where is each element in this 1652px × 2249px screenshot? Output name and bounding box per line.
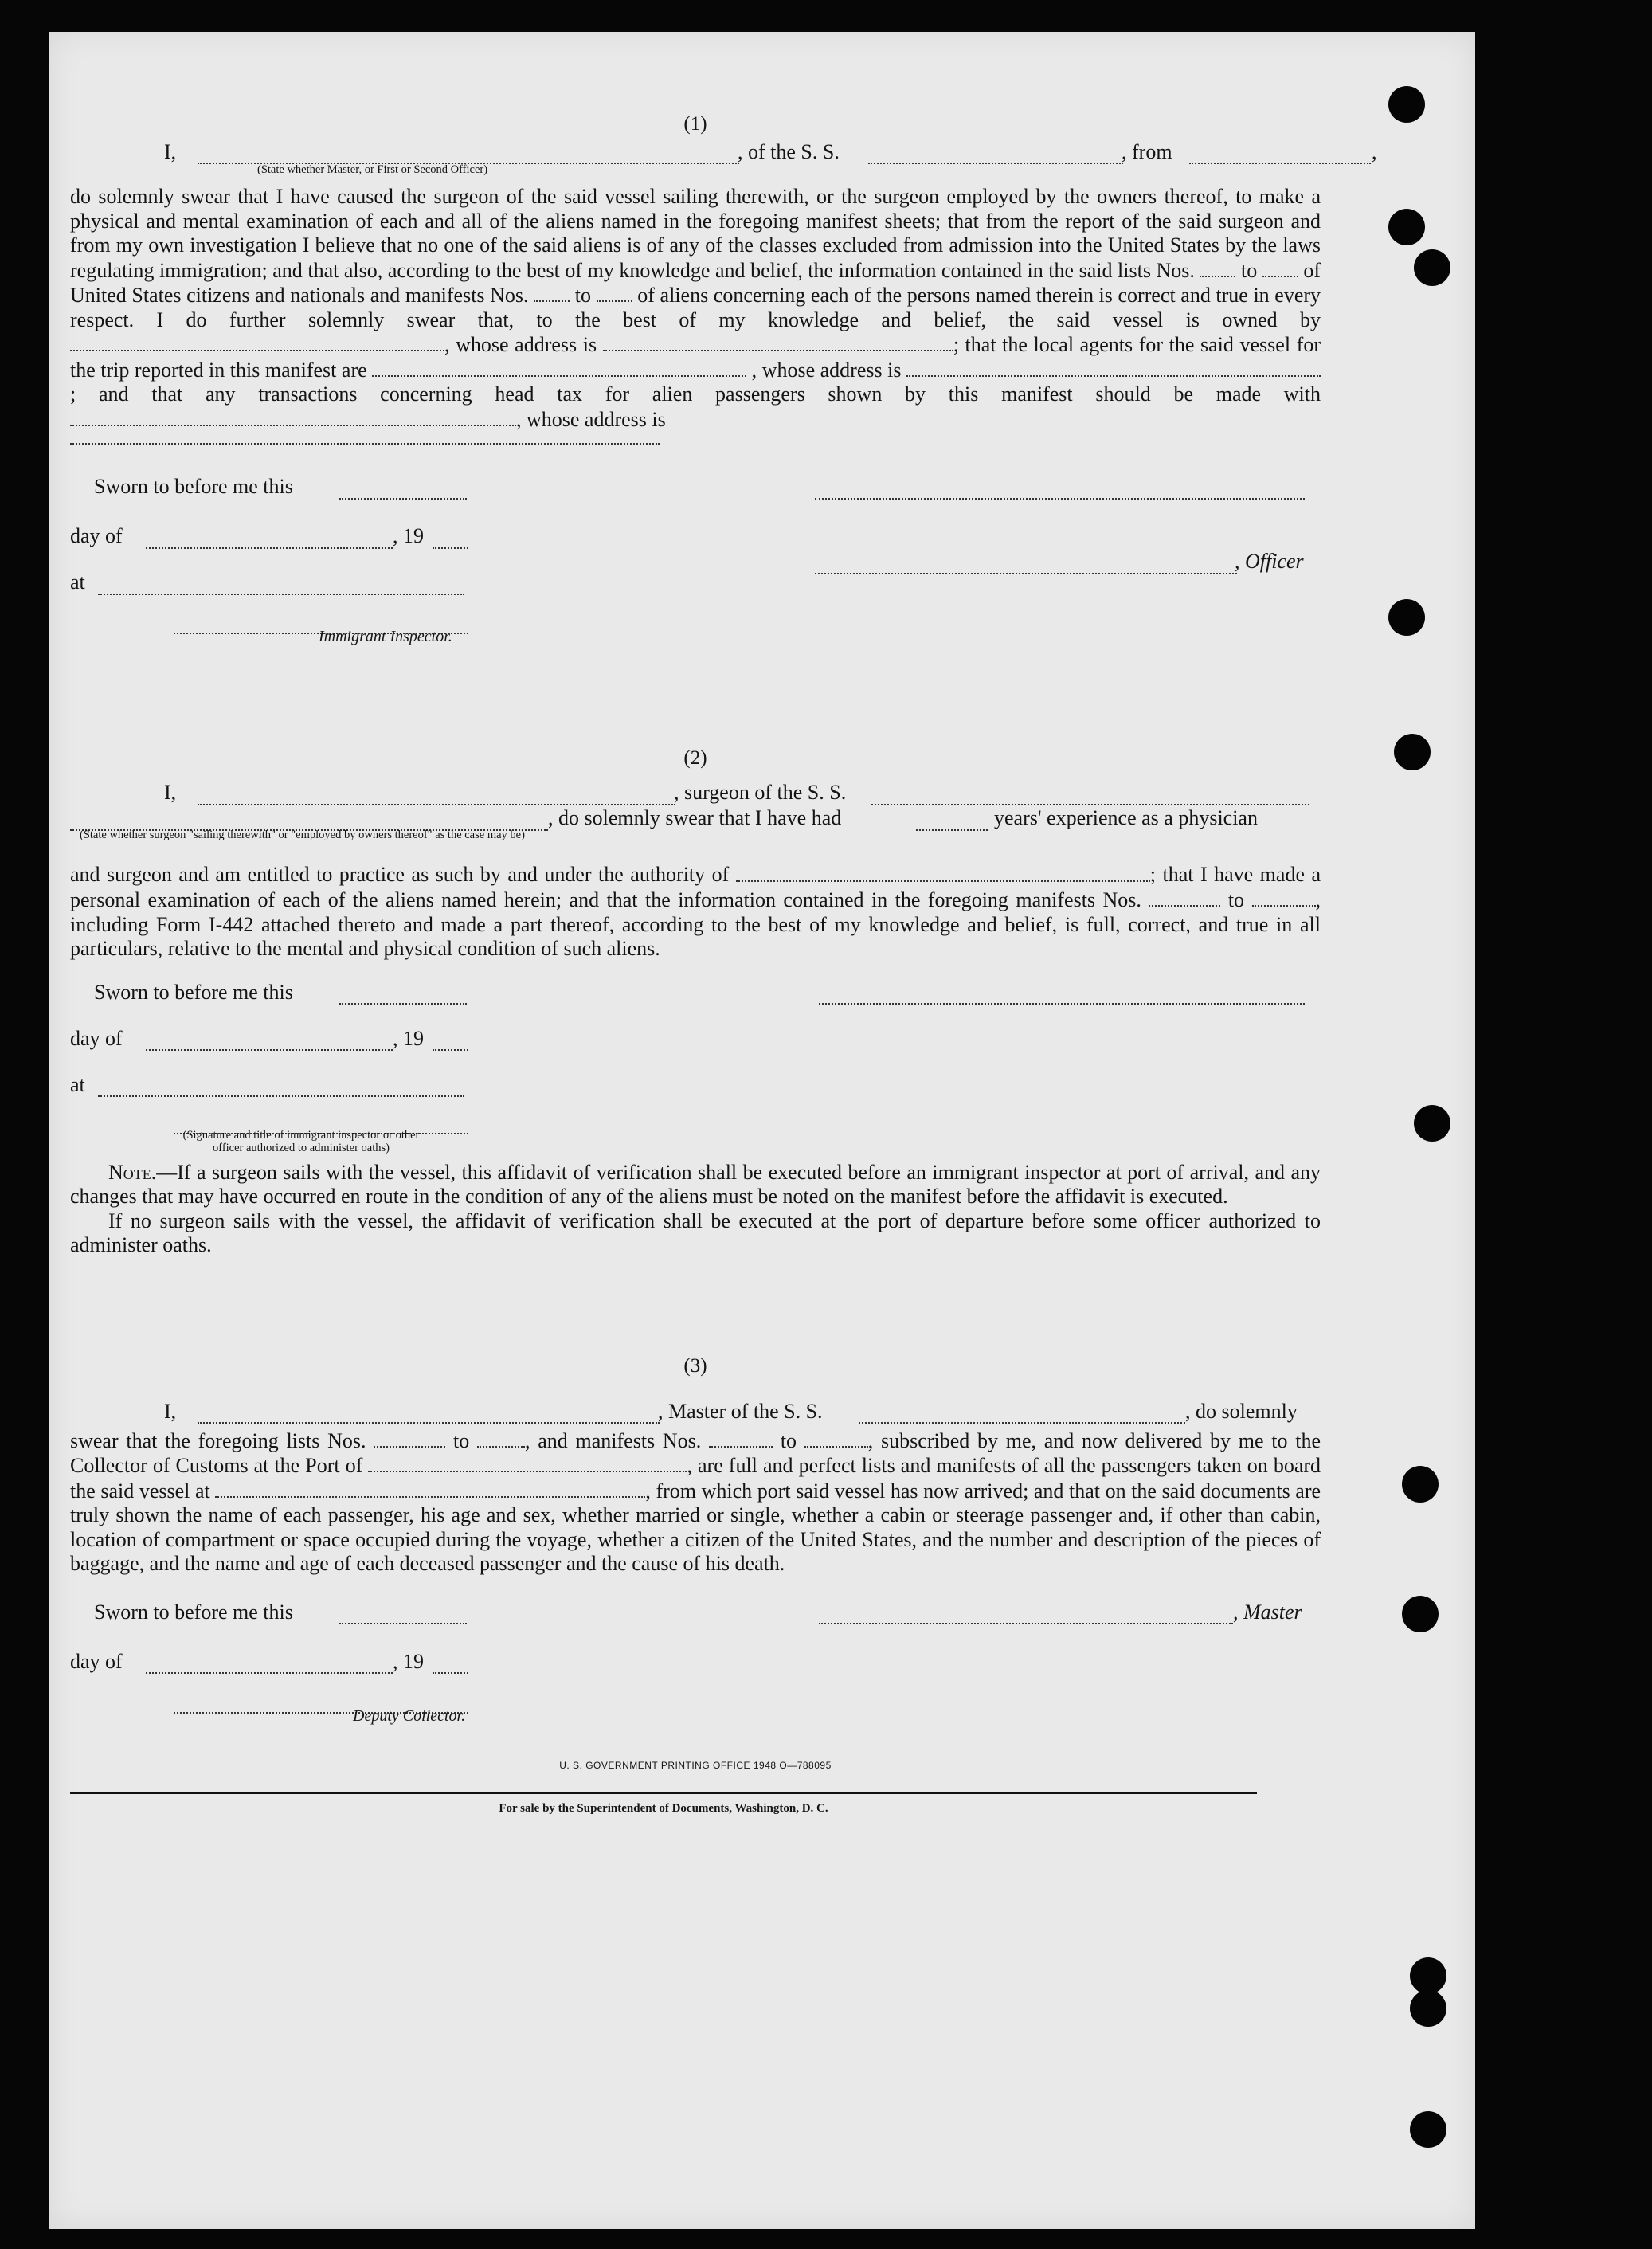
section-2-body: and surgeon and am entitled to practice as such by and under the authority of ; that I have made a personal examination of each of the aliens named herein; and that the information contained in the foregoing manifests Nos. to , including Form I-442 attached thereto and made a part thereof, according to the best of my knowledge and belief, is full, correct, and true in all particulars, relative to the mental and physical condition of such aliens. <box>70 863 1321 961</box>
sworn-label: Sworn to before me this <box>94 1600 293 1624</box>
caption-surgeon: (State whether surgeon "sailing therewith" or "employed by owners thereof" as the case may be) <box>80 829 525 842</box>
signature-field[interactable] <box>819 985 1305 1005</box>
section-1-header-line <box>70 135 1377 183</box>
sworn-label: Sworn to before me this <box>94 980 293 1004</box>
footer-rule <box>70 1792 1257 1794</box>
punch-hole <box>1388 86 1425 123</box>
sworn-date-field[interactable] <box>339 480 467 499</box>
section-2-signatures <box>70 962 1321 1161</box>
punch-hole <box>1414 249 1450 286</box>
section-2-note-2: If no surgeon sails with the vessel, the affidavit of verification shall be executed at the port of departure before some officer authorized to administer oaths. <box>70 1209 1321 1257</box>
comma: , <box>1372 140 1377 163</box>
gpo-imprint: U. S. GOVERNMENT PRINTING OFFICE 1948 O—788095 <box>559 1759 832 1771</box>
year-label: , 19 <box>393 1649 424 1673</box>
section-3-signatures <box>70 1577 1321 1725</box>
year-label: , 19 <box>393 524 424 548</box>
officer-field[interactable] <box>815 554 1237 574</box>
do-solemnly-label: , do solemnly <box>1185 1399 1298 1423</box>
punch-hole <box>1414 1105 1450 1142</box>
swear-had-label: , do solemnly swear that I have had <box>548 806 842 830</box>
caption-signature: (Signature and title of immigrant inspector or other officer authorized to administer oaths) <box>182 1128 420 1154</box>
section-2-header <box>70 770 1321 841</box>
section-1-body: do solemnly swear that I have caused the surgeon of the said vessel sailing therewith, or the surgeon employed by the owners thereof, to make a physical and mental examination of each and all of the aliens named in the foregoing manifest sheets; that from the report of the said surgeon and from my own investigation I believe that no one of the said aliens is of any of the classes excluded from admission into the United States by the laws regulating immigration; and that also, according to the best of my knowledge and belief, the information contained in the said lists Nos. to of United States citizens and nationals and manifests Nos. to of aliens concerning each of the persons named therein is correct and true in every respect. I do further solemnly swear that, to the best of my knowledge and belief, the said vessel is owned by , whose address is ; that the local agents for the said vessel for the trip reported in this manifest are , whose address is ; and that any transactions concerning head tax for alien passengers shown by this manifest should be made with , whose address is <box>70 185 1321 431</box>
officer-label: , Officer <box>1235 550 1304 574</box>
day-field[interactable] <box>146 529 393 548</box>
day-of-label: day of <box>70 1026 123 1050</box>
year-field[interactable] <box>433 1032 468 1051</box>
signature-field[interactable] <box>815 480 1305 499</box>
section-2-note: Note.—If a surgeon sails with the vessel, this affidavit of verification shall be executed before an immigrant inspector at port of arrival, and any changes that may have occurred en route in the condition of any of the aliens must be noted on the manifest before the affidavit is executed. <box>70 1160 1321 1209</box>
surgeon-of-label: , surgeon of the S. S. <box>674 781 847 805</box>
master-label: , Master <box>1233 1600 1302 1624</box>
at-field[interactable] <box>98 575 464 594</box>
i-label: I, <box>164 781 177 805</box>
vessel-name-field[interactable] <box>868 145 1123 164</box>
inspector-label: Immigrant Inspector. <box>319 628 452 646</box>
at-label: at <box>70 1072 85 1096</box>
section-1-signatures <box>70 451 1321 650</box>
punch-hole <box>1394 734 1431 770</box>
punch-hole <box>1402 1596 1439 1632</box>
years-field[interactable] <box>916 811 988 830</box>
year-label: , 19 <box>393 1026 424 1050</box>
form-content <box>70 80 1377 1816</box>
section-2-number: (2) <box>683 747 707 770</box>
deputy-label: Deputy Collector. <box>353 1706 466 1725</box>
punch-hole <box>1388 209 1425 245</box>
day-field[interactable] <box>146 1655 393 1674</box>
section-3-header <box>70 1377 1321 1428</box>
address-field[interactable] <box>70 432 660 445</box>
address-continuation-line <box>70 432 1321 451</box>
section-3-body: swear that the foregoing lists Nos. to , and manifests Nos. to , subscribed by me, and now delivered by me to the Collector of Customs at the Port of , are full and perfect lists and manifests of all the passengers taken on board the said vessel at , from which port said vessel has now arrived; and that on the said documents are truly shown the name of each passenger, his age and sex, whether married or single, whether a cabin or steerage passenger and, if other than cabin, location of compartment or space occupied during the voyage, whether a citizen of the United States, and the number and description of the pieces of baggage, and the name and age of each deceased passenger and the cause of his death. <box>70 1428 1321 1576</box>
for-sale-note: For sale by the Superintendent of Documents, Washington, D. C. <box>499 1801 828 1815</box>
surgeon-status-field[interactable] <box>70 811 548 830</box>
at-field[interactable] <box>98 1078 464 1097</box>
master-vessel-field[interactable] <box>859 1405 1185 1424</box>
from-port-field[interactable] <box>1189 145 1371 164</box>
officer-name-field[interactable] <box>198 145 739 164</box>
punch-hole <box>1410 1957 1446 1994</box>
section-3-number: (3) <box>683 1354 707 1377</box>
from-label: , from <box>1122 140 1172 163</box>
master-signature-field[interactable] <box>819 1605 1233 1624</box>
punch-hole <box>1388 599 1425 636</box>
at-label: at <box>70 570 85 594</box>
master-of-label: , Master of the S. S. <box>658 1399 823 1423</box>
master-name-field[interactable] <box>198 1405 660 1424</box>
sworn-date-field[interactable] <box>339 1605 467 1624</box>
year-field[interactable] <box>433 1655 468 1674</box>
punch-hole <box>1410 1990 1446 2027</box>
i-label: I, <box>164 1399 177 1423</box>
years-exp-label: years' experience as a physician <box>994 806 1258 830</box>
day-of-label: day of <box>70 1649 123 1673</box>
i-label: I, <box>164 140 177 163</box>
caption-master: (State whether Master, or First or Second Officer) <box>257 163 488 176</box>
sworn-date-field[interactable] <box>339 985 467 1005</box>
sworn-label: Sworn to before me this <box>94 475 293 499</box>
day-of-label: day of <box>70 524 123 548</box>
surgeon-vessel-field[interactable] <box>871 786 1309 805</box>
punch-hole <box>1402 1466 1439 1503</box>
punch-hole <box>1410 2111 1446 2148</box>
surgeon-name-field[interactable] <box>198 786 675 805</box>
day-field[interactable] <box>146 1032 393 1051</box>
year-field[interactable] <box>433 529 468 548</box>
section-1-number: (1) <box>683 113 707 135</box>
of-ss-label: , of the S. S. <box>738 140 840 163</box>
